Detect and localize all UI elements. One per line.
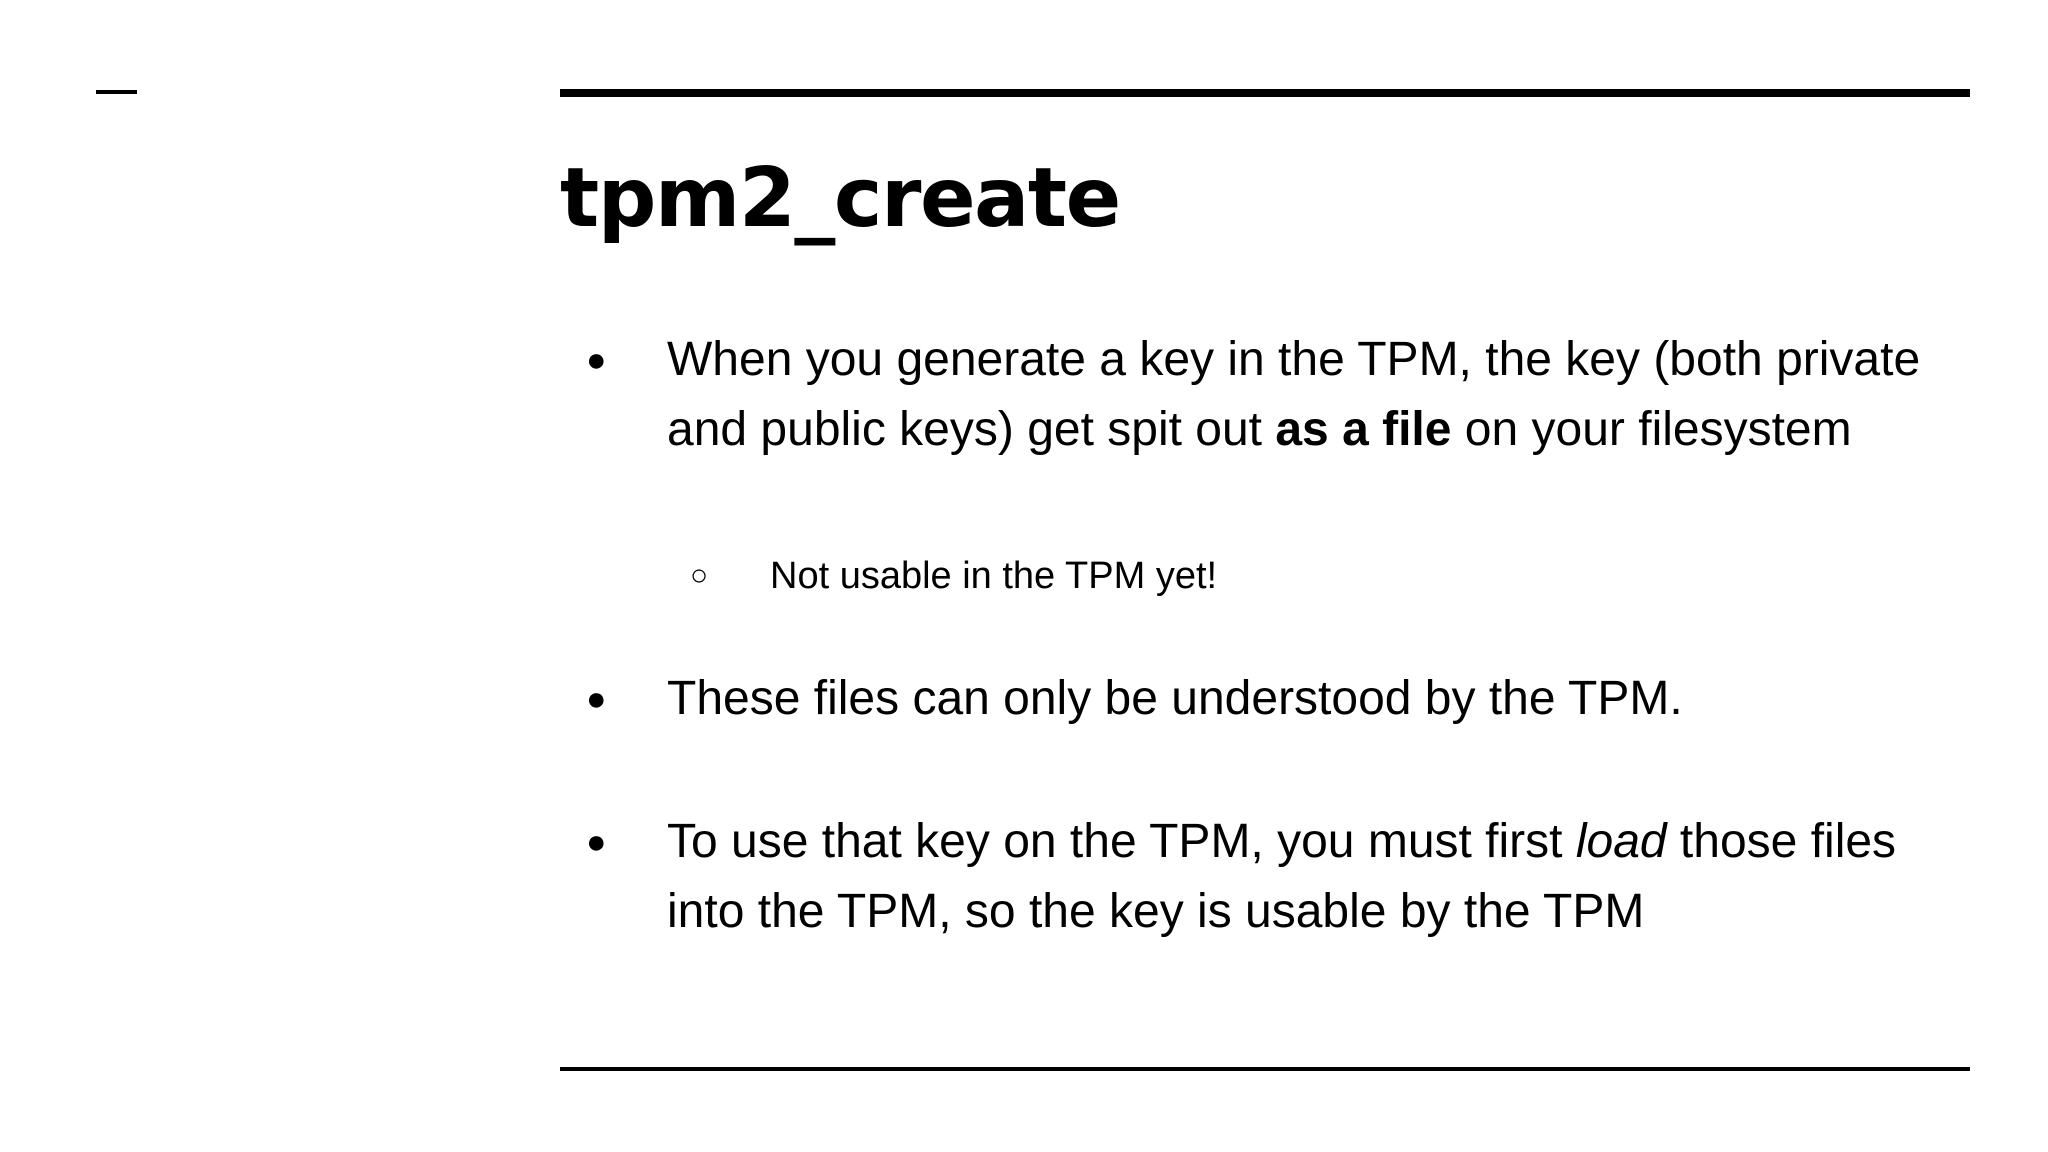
slide-title: tpm2_create bbox=[560, 151, 1120, 246]
bullet-text-italic: load bbox=[1575, 815, 1667, 868]
bullet-text-part: on your filesystem bbox=[1451, 403, 1852, 456]
bullet-marker: ● bbox=[586, 823, 607, 861]
bullet-text: These files can only be understood by the TPM. bbox=[667, 672, 1683, 725]
bullet-text-part: To use that key on the TPM, you must first bbox=[667, 815, 1576, 868]
corner-dash-decoration bbox=[96, 90, 137, 94]
bottom-divider-rule bbox=[560, 1067, 1970, 1071]
bullet-text-bold: as a file bbox=[1275, 403, 1452, 456]
bullet-text bbox=[667, 325, 1977, 465]
bullet-text-part: When you generate a key in the TPM, the key (both private and public keys) get spit out bbox=[667, 333, 1921, 456]
sub-bullet-marker: ○ bbox=[690, 559, 709, 592]
bullet-marker: ● bbox=[586, 680, 607, 718]
bullet-marker: ● bbox=[586, 341, 607, 379]
sub-bullet-text: Not usable in the TPM yet! bbox=[770, 555, 1218, 597]
top-divider-rule bbox=[560, 89, 1970, 97]
bullet-text-part: those files into the TPM, so the key is usable by the TPM bbox=[667, 815, 1897, 938]
bullet-text bbox=[667, 807, 1977, 947]
